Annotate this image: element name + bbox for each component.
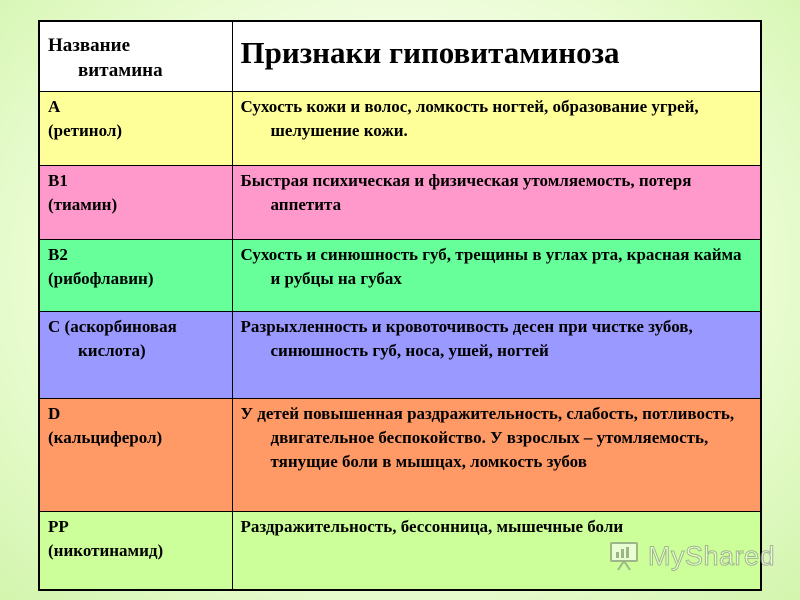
vitamin-chemical-name: (кальциферол) <box>48 427 163 447</box>
watermark-text: MyShared <box>648 540 776 571</box>
vitamin-chemical-name: (ретинол) <box>48 120 123 140</box>
vitamin-chemical-name: кислота) <box>78 340 146 360</box>
deficiency-signs-cell <box>232 398 761 511</box>
vitamin-name-cell <box>39 239 232 311</box>
table-row-b1 <box>39 165 761 239</box>
vitamin-letter: D <box>48 403 61 423</box>
vitamin-name-cell <box>39 91 232 165</box>
vitamin-name-cell <box>39 398 232 511</box>
deficiency-signs-cell <box>232 165 761 239</box>
header-vitamin-name <box>39 21 232 91</box>
vitamin-letter: А <box>48 96 61 116</box>
header-name-line2: витамина <box>78 60 163 81</box>
deficiency-signs: У детей повышенная раздражительность, слабость, потливость, двигательное беспокойство. У взрослых – утомляемость, тянущие боли в мышцах, ломкость зубов <box>240 403 735 471</box>
vitamin-chemical-name: (рибофлавин) <box>48 268 154 288</box>
vitamin-name-cell <box>39 511 232 590</box>
vitamin-letter: В2 <box>48 244 68 264</box>
vitamin-letter: В1 <box>48 170 68 190</box>
vitamin-table <box>38 20 762 591</box>
header-signs: Признаки гиповитаминоза <box>232 21 761 91</box>
vitamin-name-cell <box>39 165 232 239</box>
table-row-b2 <box>39 239 761 311</box>
presentation-board-icon <box>608 539 642 573</box>
table-row-d <box>39 398 761 511</box>
deficiency-signs: Раздражительность, бессонница, мышечные боли <box>240 516 624 536</box>
table-row-c <box>39 311 761 398</box>
vitamin-letter: С (аскорбиновая <box>48 316 177 336</box>
myshared-watermark <box>608 536 778 576</box>
deficiency-signs: Быстрая психическая и физическая утомляемость, потеря аппетита <box>240 170 692 214</box>
vitamin-chemical-name: (никотинамид) <box>48 540 164 560</box>
table-row-a <box>39 91 761 165</box>
deficiency-signs: Разрыхленность и кровоточивость десен при чистке зубов, синюшность губ, носа, ушей, ногтей <box>240 316 693 360</box>
deficiency-signs-cell <box>232 311 761 398</box>
header-row <box>39 21 761 91</box>
vitamin-letter: РР <box>48 516 69 536</box>
header-name-line1: Название <box>48 35 131 56</box>
deficiency-signs-cell <box>232 91 761 165</box>
deficiency-signs-cell <box>232 239 761 311</box>
deficiency-signs: Сухость и синюшность губ, трещины в углах рта, красная кайма и рубцы на губах <box>240 244 742 288</box>
vitamin-chemical-name: (тиамин) <box>48 194 118 214</box>
deficiency-signs: Сухость кожи и волос, ломкость ногтей, образование угрей, шелушение кожи. <box>240 96 699 140</box>
vitamin-name-cell <box>39 311 232 398</box>
